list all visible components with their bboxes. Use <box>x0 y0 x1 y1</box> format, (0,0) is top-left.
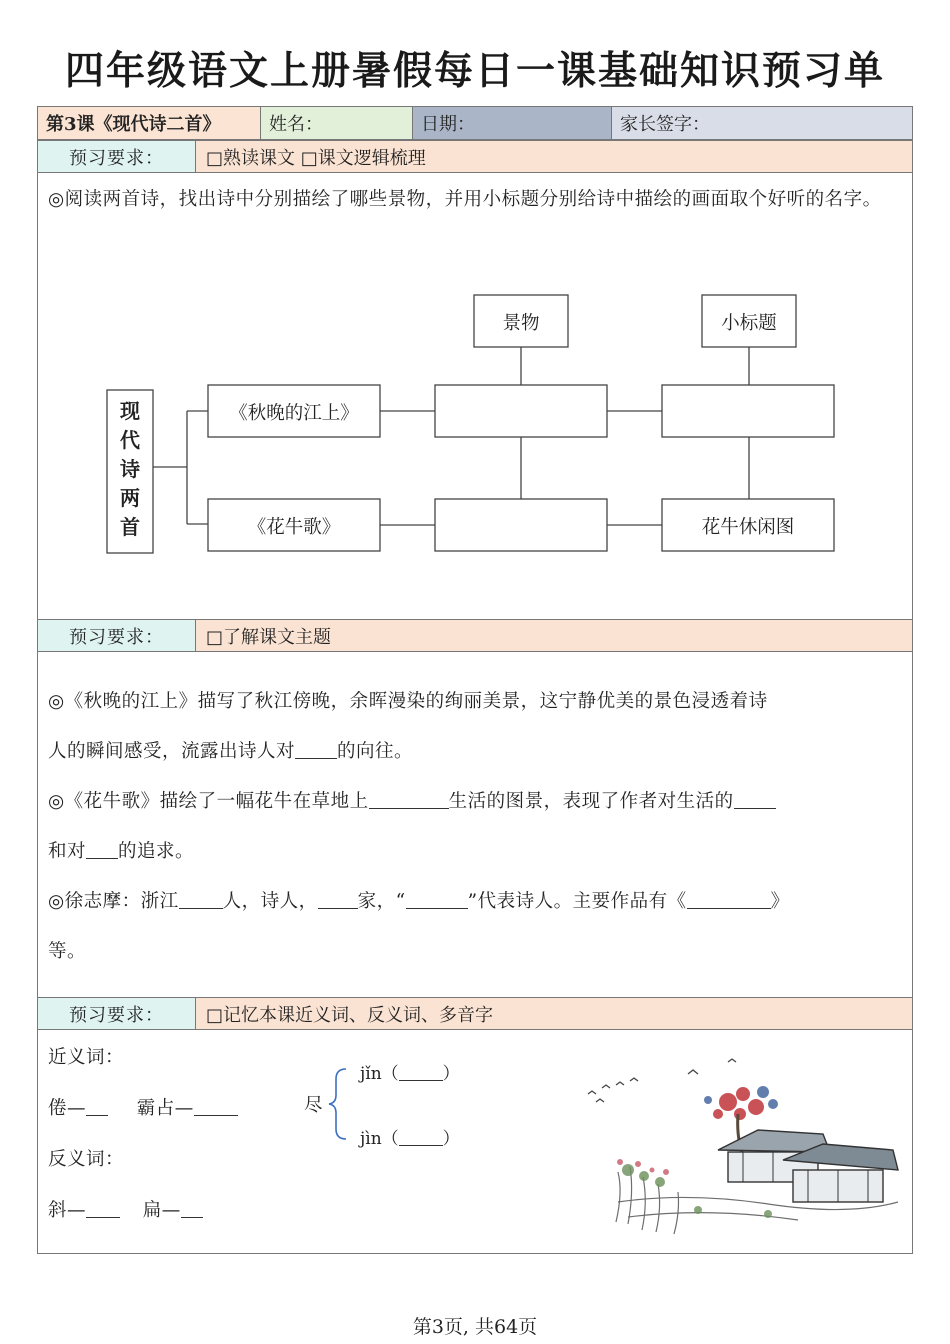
requirement-row-3 <box>38 997 912 1030</box>
theme-line: 人的瞬间感受，流露出诗人对 的向往。 <box>48 741 414 762</box>
requirement-checklist[interactable]: □了解课文主题 <box>196 620 912 651</box>
requirement-checklist[interactable]: □记忆本课近义词、反义词、多音字 <box>196 998 912 1029</box>
worksheet <box>37 106 913 1254</box>
scenery2-box <box>435 499 607 551</box>
diagram-subtitle-header: 小标题 <box>721 313 777 334</box>
diagram-subtitle2-label: 花牛休闲图 <box>701 517 795 538</box>
diagram-scenery-header: 景物 <box>502 313 540 334</box>
pinyin-option-1: jǐn（ ） <box>360 1064 460 1084</box>
synonyms-line: 倦— 霸占— <box>48 1083 906 1134</box>
antonyms-line: 斜— 扁— <box>48 1185 906 1236</box>
theme-line: 等。 <box>48 941 87 962</box>
instruction-text: ◎阅读两首诗，找出诗中分别描绘了哪些景物，并用小标题分别给诗中描绘的画面取个好听的名字。 <box>48 189 882 210</box>
answer-blank[interactable] <box>181 1199 203 1218</box>
page-title: 四年级语文上册暑假每日一课基础知识预习单 <box>64 49 885 94</box>
answer-blank[interactable] <box>295 740 337 759</box>
polyphone-character: 尽 <box>304 1095 323 1116</box>
lesson-cell: 第3课《现代诗二首》 <box>38 107 261 139</box>
page-number: 第3页, 共64页 <box>412 1316 538 1338</box>
theme-line: ◎《秋晚的江上》描写了秋江傍晚，余晖漫染的绚丽美景，这宁静优美的景色浸透着诗 <box>48 691 768 712</box>
parent-signature-field[interactable]: 家长签字： <box>612 107 912 139</box>
answer-blank[interactable] <box>399 1066 443 1081</box>
answer-blank[interactable] <box>399 1131 443 1146</box>
name-field[interactable]: 姓名： <box>261 107 413 139</box>
diagram-poem1-label: 《秋晚的江上》 <box>229 403 359 424</box>
answer-blank[interactable] <box>318 890 358 909</box>
answer-blank[interactable] <box>406 890 468 909</box>
pinyin-option-2: jìn（ ） <box>360 1129 460 1149</box>
diagram-root-label: 现代诗两首 <box>120 399 140 539</box>
requirement-label: 预习要求： <box>38 620 196 651</box>
requirement-checklist[interactable]: □熟读课文 □课文逻辑梳理 <box>196 141 912 172</box>
answer-blank[interactable] <box>86 1097 108 1116</box>
answer-blank[interactable] <box>734 790 776 809</box>
requirement-label: 预习要求： <box>38 141 196 172</box>
answer-blank[interactable] <box>369 790 449 809</box>
answer-blank[interactable] <box>86 1199 120 1218</box>
answer-blank[interactable] <box>179 890 223 909</box>
ink-painting-illustration <box>568 1052 908 1237</box>
brace-icon <box>328 1061 358 1147</box>
theme-line: ◎《花牛歌》描绘了一幅花牛在草地上 生活的图景，表现了作者对生活的 <box>48 777 906 827</box>
theme-line: 和对 的追求。 <box>48 841 195 862</box>
subtitle1-box <box>662 385 834 437</box>
scenery1-box <box>435 385 607 437</box>
requirement-row-2 <box>38 619 912 652</box>
answer-blank[interactable] <box>194 1097 238 1116</box>
date-field[interactable]: 日期： <box>413 107 612 139</box>
diagram-poem2-label: 《花牛歌》 <box>247 517 341 538</box>
answer-blank[interactable] <box>687 890 771 909</box>
synonyms-label: 近义词： <box>48 1047 125 1068</box>
antonyms-label: 反义词： <box>48 1149 125 1170</box>
theme-line: ◎徐志摩：浙江 人，诗人， 家，“ ”代表诗人。主要作品有《 》 <box>48 891 790 912</box>
requirement-label: 预习要求： <box>38 998 196 1029</box>
theme-paragraph-1 <box>48 677 906 977</box>
answer-blank[interactable] <box>86 840 118 859</box>
